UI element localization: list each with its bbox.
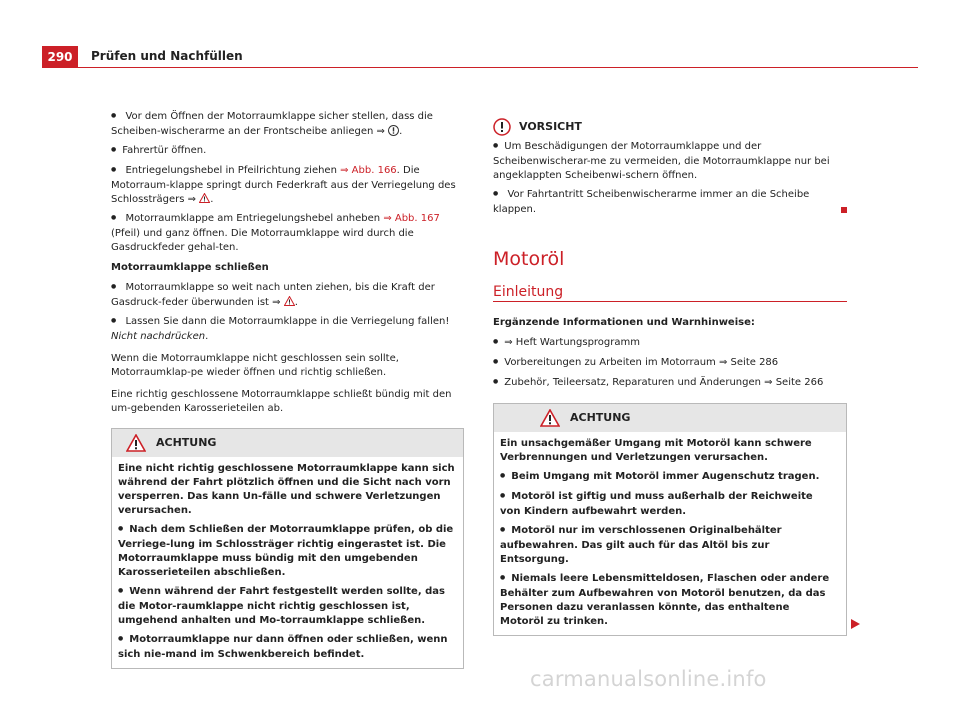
list-item: ● Vor dem Öffnen der Motorraumklappe sicher stellen, dass die Scheiben-wischerarme an der Frontscheibe anliegen ⇒ . bbox=[111, 110, 464, 139]
warning-box-body: Ein unsachgemäßer Umgang mit Motoröl kann schwere Verbrennungen und Verletzungen verursachen. ● Beim Umgang mit Motoröl immer Augenschutz tragen. ● Motoröl ist giftig und muss außerhalb der Reichweite von Kindern aufbewahrt werden. ● Motoröl nur im verschlossenen Originalbehälter aufbewahren. Das gilt auch für das Altöl bis zur Entsorgung. ● Niemals leere Lebensmitteldosen, Flaschen oder andere Behälter zum Aufbewahren von Motoröl benutzen, da das Personen dazu veranlassen könnte, das enthaltene Motoröl zu trinken. bbox=[494, 432, 846, 635]
figure-link[interactable]: ⇒ Abb. 166 bbox=[340, 165, 397, 176]
list-item: ● Entriegelungshebel in Pfeilrichtung ziehen ⇒ Abb. 166. Die Motorraum-klappe springt durch Federkraft aus der Verriegelung des Schlossträgers ⇒ . bbox=[111, 164, 464, 207]
list-item: ● Motoröl nur im verschlossenen Originalbehälter aufbewahren. Das gilt auch für das Altöl bis zur Entsorgung. bbox=[500, 524, 832, 567]
paragraph: Eine richtig geschlossene Motorraumklappe schließt bündig mit den um-gebenden Karosserieteilen ab. bbox=[111, 389, 452, 414]
subheading: Motorraumklappe schließen bbox=[111, 262, 269, 273]
figure-link[interactable]: ⇒ Abb. 167 bbox=[383, 213, 440, 224]
header-divider bbox=[42, 67, 918, 68]
warning-box-header: ACHTUNG bbox=[112, 429, 463, 457]
warning-triangle-icon bbox=[126, 434, 146, 452]
warning-box-header: ACHTUNG bbox=[494, 404, 846, 432]
page-number: 290 bbox=[42, 46, 78, 68]
warning-triangle-icon bbox=[540, 409, 560, 427]
info-heading: Ergänzende Informationen und Warnhinweise: bbox=[493, 317, 755, 328]
left-column bbox=[111, 110, 464, 669]
caution-circle-icon bbox=[493, 118, 511, 136]
list-item: ● ⇒ Heft Wartungsprogramm bbox=[493, 336, 847, 351]
paragraph: Wenn die Motorraumklappe nicht geschlossen sein sollte, Motorraumklap-pe wieder öffnen und richtig schließen. bbox=[111, 353, 399, 378]
warning-triangle-icon bbox=[284, 296, 295, 306]
list-item: ● Beim Umgang mit Motoröl immer Augenschutz tragen. bbox=[500, 470, 832, 485]
watermark: carmanualsonline.info bbox=[530, 667, 767, 691]
list-item: ● Vor Fahrtantritt Scheibenwischerarme immer an die Scheibe klappen. bbox=[493, 188, 847, 217]
list-item: ● Motorraumklappe nur dann öffnen oder schließen, wenn sich nie-mand im Schwenkbereich befindet. bbox=[118, 633, 457, 662]
list-item: ● Lassen Sie dann die Motorraumklappe in die Verriegelung fallen! Nicht nachdrücken. bbox=[111, 315, 464, 344]
warning-triangle-icon bbox=[199, 193, 210, 203]
list-item: ● Motorraumklappe so weit nach unten ziehen, bis die Kraft der Gasdruck-feder überwunden ist ⇒ . bbox=[111, 281, 464, 310]
list-item: ● Fahrertür öffnen. bbox=[111, 144, 464, 159]
warning-box bbox=[493, 403, 847, 636]
end-marker-icon bbox=[841, 207, 847, 213]
list-item: ● Motoröl ist giftig und muss außerhalb der Reichweite von Kindern aufbewahrt werden. bbox=[500, 490, 832, 519]
warning-box-body: Eine nicht richtig geschlossene Motorraumklappe kann sich während der Fahrt plötzlich öffnen und die Sicht nach vorn versperren. Das kann Un-fälle und schwere Verletzungen verursachen. ● Nach dem Schließen der Motorraumklappe prüfen, ob die Verriege-lung im Schlossträger richtig eingerastet ist. Die Motorraumklappe muss bündig mit den umgebenden Karosserieteilen abschließen. ● Wenn während der Fahrt festgestellt werden sollte, das die Motor-raumklappe nicht richtig geschlossen ist, umgehend anhalten und Mo-torraumklappe schließen. ● Motorraumklappe nur dann öffnen oder schließen, wenn sich nie-mand im Schwenkbereich befindet. bbox=[112, 457, 463, 668]
caution-circle-icon bbox=[388, 125, 399, 136]
subsection-title: Einleitung bbox=[493, 285, 847, 302]
list-item: ● Vorbereitungen zu Arbeiten im Motorraum ⇒ Seite 286 bbox=[493, 356, 847, 371]
page-header-title: Prüfen und Nachfüllen bbox=[91, 49, 243, 63]
continue-arrow-icon bbox=[851, 619, 860, 629]
warning-box bbox=[111, 428, 464, 669]
caution-heading: VORSICHT bbox=[493, 118, 847, 136]
list-item: ● Wenn während der Fahrt festgestellt werden sollte, das die Motor-raumklappe nicht richtig geschlossen ist, umgehend anhalten und Mo-torraumklappe schließen. bbox=[118, 585, 457, 628]
section-title: Motoröl bbox=[493, 248, 565, 270]
list-item: ● Motorraumklappe am Entriegelungshebel anheben ⇒ Abb. 167 (Pfeil) und ganz öffnen. Die Motorraumklappe wird durch die Gasdruckfeder gehal-ten. bbox=[111, 212, 464, 255]
list-item: ● Nach dem Schließen der Motorraumklappe prüfen, ob die Verriege-lung im Schlossträger richtig eingerastet ist. Die Motorraumklappe muss bündig mit den umgebenden Karosserieteilen abschließen. bbox=[118, 523, 457, 580]
list-item: ● Niemals leere Lebensmitteldosen, Flaschen oder andere Behälter zum Aufbewahren von Motoröl benutzen, da das Personen dazu veranlassen könnte, das enthaltene Motoröl zu trinken. bbox=[500, 572, 832, 629]
list-item: ● Um Beschädigungen der Motorraumklappe und der Scheibenwischerar-me zu vermeiden, die Motorraumklappe nur bei angeklappten Scheibenwi-schern öffnen. bbox=[493, 140, 847, 183]
right-column bbox=[493, 118, 847, 636]
list-item: ● Zubehör, Teileersatz, Reparaturen und Änderungen ⇒ Seite 266 bbox=[493, 376, 847, 391]
